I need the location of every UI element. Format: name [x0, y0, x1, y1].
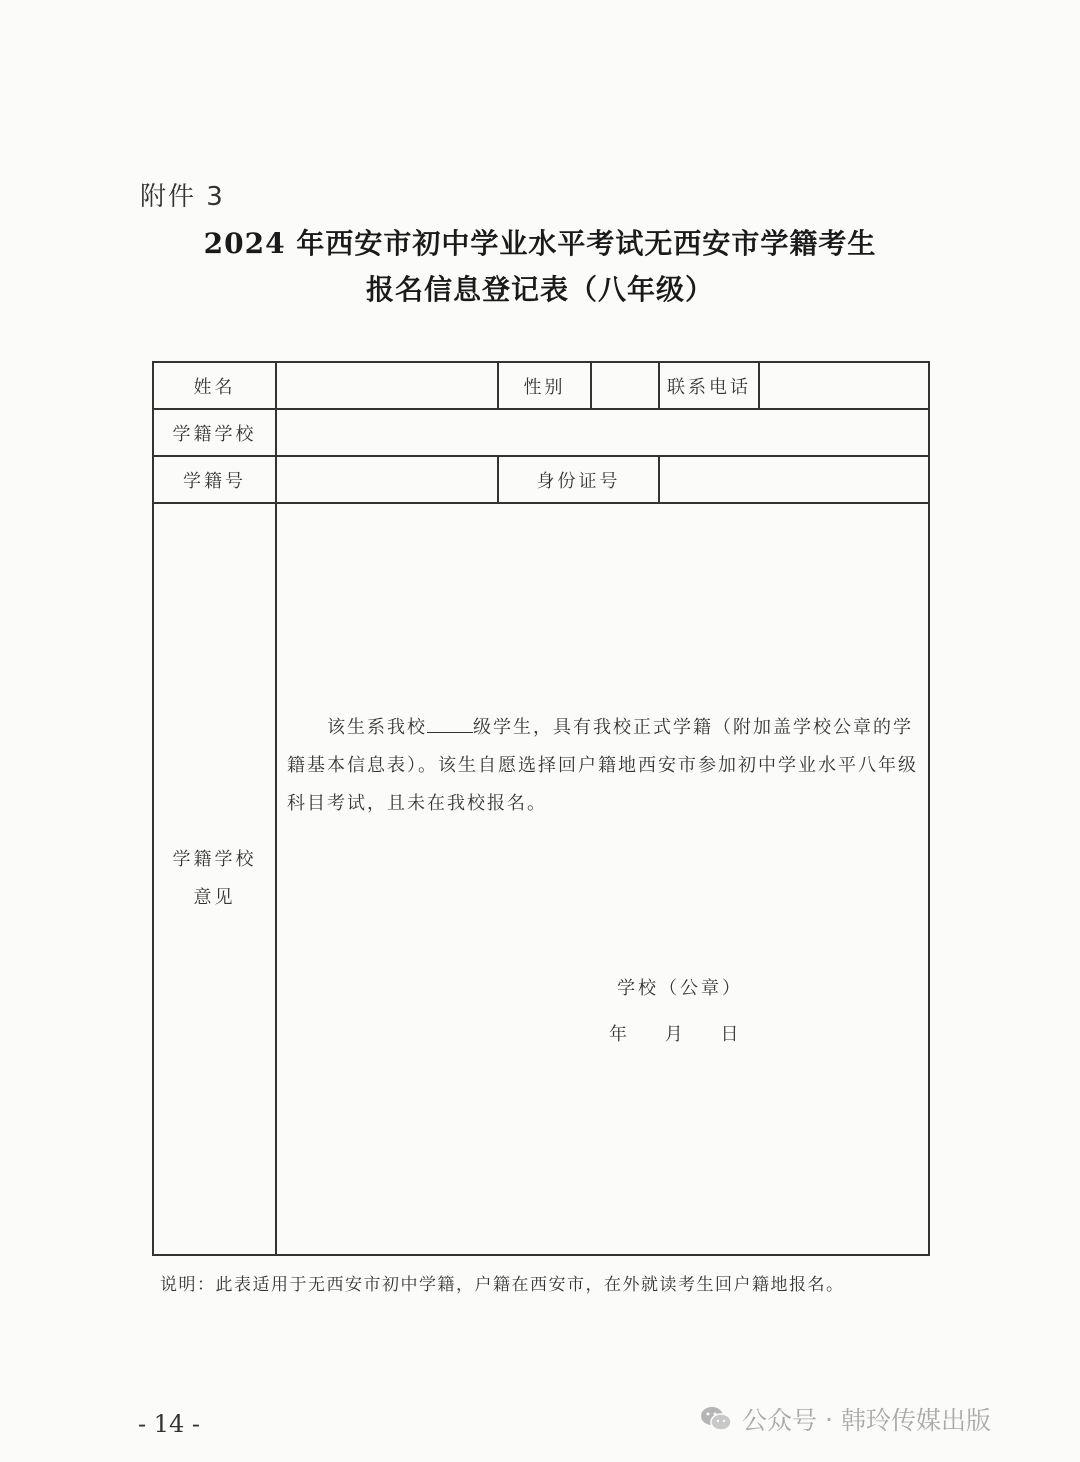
school-seal-label: 学校（公章）: [617, 978, 743, 999]
watermark-dot: ·: [825, 1404, 833, 1434]
page-number: - 14 -: [138, 1410, 201, 1438]
watermark-account: 公众号: [742, 1406, 818, 1435]
opinion-cell: [276, 503, 929, 1255]
id-field[interactable]: [659, 456, 929, 503]
name-field[interactable]: [276, 362, 498, 409]
form-note: 说明：此表适用于无西安市初中学籍，户籍在西安市，在外就读考生回户籍地报名。: [160, 1275, 845, 1295]
gender-field[interactable]: [591, 362, 659, 409]
school-statement: [287, 709, 922, 823]
opinion-label-line1: 学籍学校: [172, 849, 257, 870]
gender-label: 性别: [498, 362, 591, 409]
phone-field[interactable]: [759, 362, 929, 409]
document-title-line2: 报名信息登记表（八年级）: [365, 273, 714, 306]
watermark-name: 韩玲传媒出版: [840, 1406, 991, 1435]
form-row-opinion: [153, 503, 929, 1255]
statement-part1: 该生系我校: [327, 717, 427, 738]
name-label: 姓名: [153, 362, 276, 409]
form-row-name: [153, 362, 929, 409]
registration-form-table: [152, 361, 930, 1256]
school-label: 学籍学校: [153, 409, 276, 456]
date-label: 年 月 日: [609, 1024, 741, 1045]
opinion-label: [153, 503, 276, 1255]
watermark: [700, 1398, 991, 1440]
statement-part2: 级学生，具有我校正式学籍（附加盖学校公章的学籍基本信息表）。该生自愿选择回户籍地西安市参加初中学业水平八年级科目考试，且未在我校报名。: [287, 717, 918, 814]
opinion-label-line2: 意见: [193, 887, 236, 908]
grade-blank[interactable]: [427, 714, 473, 733]
wechat-icon: [700, 1405, 732, 1433]
student-no-label: 学籍号: [153, 456, 276, 503]
form-row-ids: [153, 456, 929, 503]
phone-label: 联系电话: [659, 362, 759, 409]
school-field[interactable]: [276, 409, 929, 456]
id-label: 身份证号: [498, 456, 659, 503]
form-row-school: [153, 409, 929, 456]
document-title-line1: 2024 年西安市初中学业水平考试无西安市学籍考生: [203, 227, 877, 260]
student-no-field[interactable]: [276, 456, 498, 503]
attachment-label: 附件 3: [140, 182, 225, 212]
